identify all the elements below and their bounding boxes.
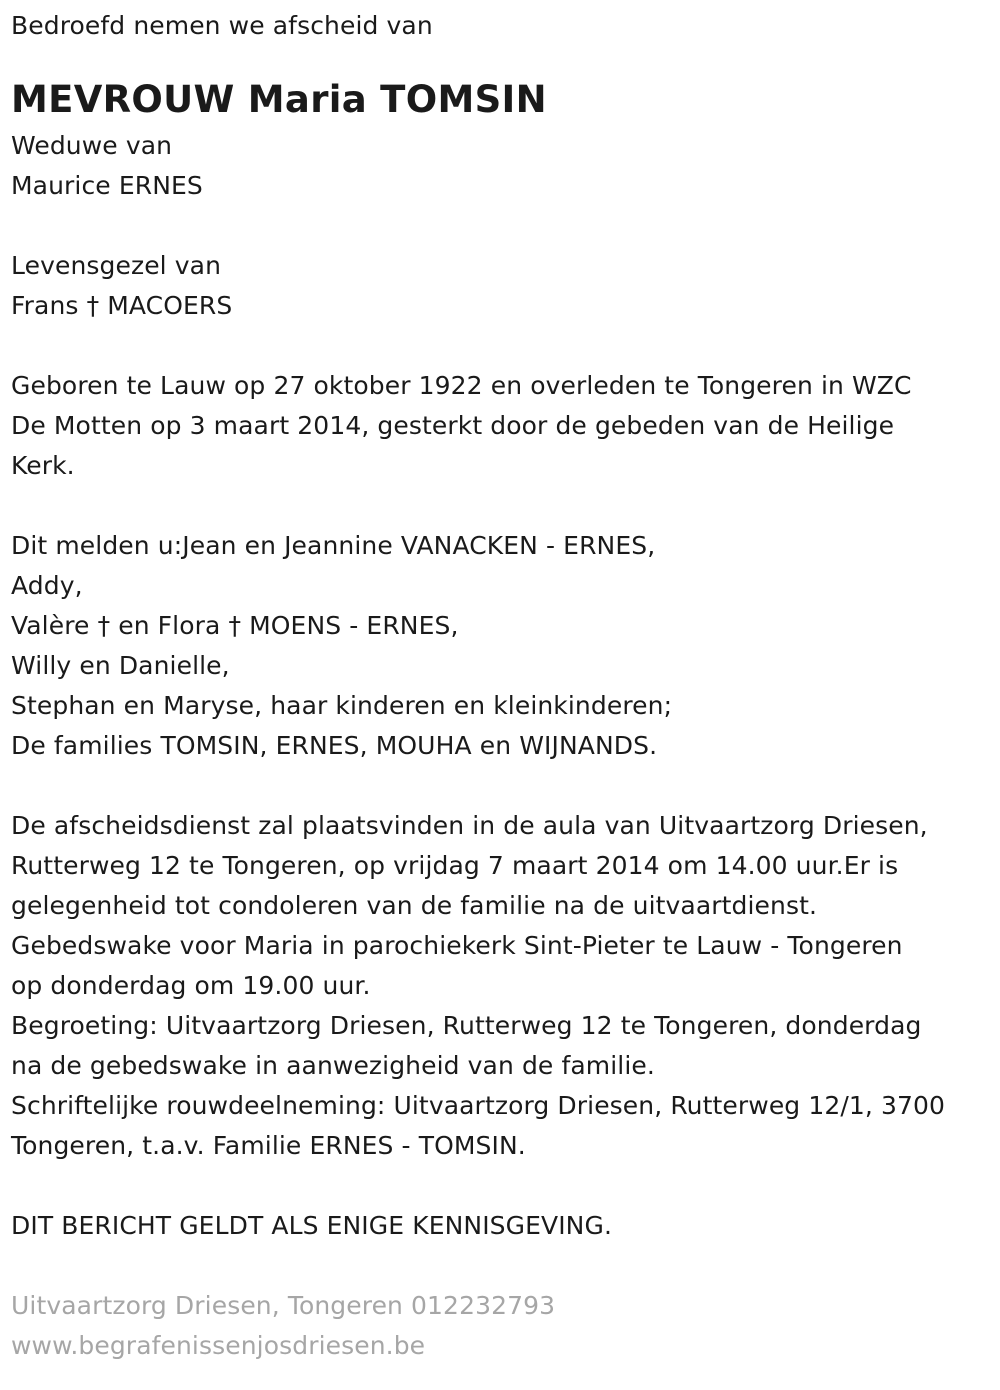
partner-name: Frans † MACOERS [11,291,233,320]
footer-company: Uitvaartzorg Driesen, Tongeren 012232793 [11,1291,556,1320]
list-item: De families TOMSIN, ERNES, MOUHA en WIJNANDS. [11,731,658,760]
footer [11,1286,996,1366]
paragraph-line: Gebedswake voor Maria in parochiekerk Sint-Pieter te Lauw - Tongeren [11,931,903,960]
paragraph-line: De afscheidsdienst zal plaatsvinden in de aula van Uitvaartzorg Driesen, [11,811,928,840]
paragraph-line: Begroeting: Uitvaartzorg Driesen, Rutterweg 12 te Tongeren, donderdag [11,1011,922,1040]
notice-text: DIT BERICHT GELDT ALS ENIGE KENNISGEVING. [11,1211,612,1240]
partner-label: Levensgezel van [11,251,222,280]
announcers-list [11,526,996,766]
paragraph-line: Schriftelijke rouwdeelneming: Uitvaartzorg Driesen, Rutterweg 12/1, 3700 [11,1091,945,1120]
list-item: Valère † en Flora † MOENS - ERNES, [11,611,459,640]
list-item: Dit melden u:Jean en Jeannine VANACKEN - ERNES, [11,531,656,560]
paragraph-line: Rutterweg 12 te Tongeren, op vrijdag 7 maart 2014 om 14.00 uur.Er is [11,851,899,880]
intro-text: Bedroefd nemen we afscheid van [11,11,433,40]
paragraph-line: Geboren te Lauw op 27 oktober 1922 en overleden te Tongeren in WZC [11,371,912,400]
list-item: Addy, [11,571,83,600]
birth-death-paragraph [11,366,996,486]
obituary-notice [11,6,996,1366]
paragraph-line: De Motten op 3 maart 2014, gesterkt door de gebeden van de Heilige [11,411,895,440]
paragraph-line: na de gebedswake in aanwezigheid van de familie. [11,1051,655,1080]
paragraph-line: op donderdag om 19.00 uur. [11,971,371,1000]
list-item: Willy en Danielle, [11,651,230,680]
widow-label: Weduwe van [11,131,173,160]
husband-name: Maurice ERNES [11,171,203,200]
paragraph-line: Kerk. [11,451,75,480]
deceased-name: MEVROUW Maria TOMSIN [11,78,547,121]
paragraph-line: Tongeren, t.a.v. Familie ERNES - TOMSIN. [11,1131,526,1160]
footer-website: www.begrafenissenjosdriesen.be [11,1331,426,1360]
paragraph-line: gelegenheid tot condoleren van de familie na de uitvaartdienst. [11,891,818,920]
service-paragraph [11,806,996,1166]
list-item: Stephan en Maryse, haar kinderen en kleinkinderen; [11,691,673,720]
